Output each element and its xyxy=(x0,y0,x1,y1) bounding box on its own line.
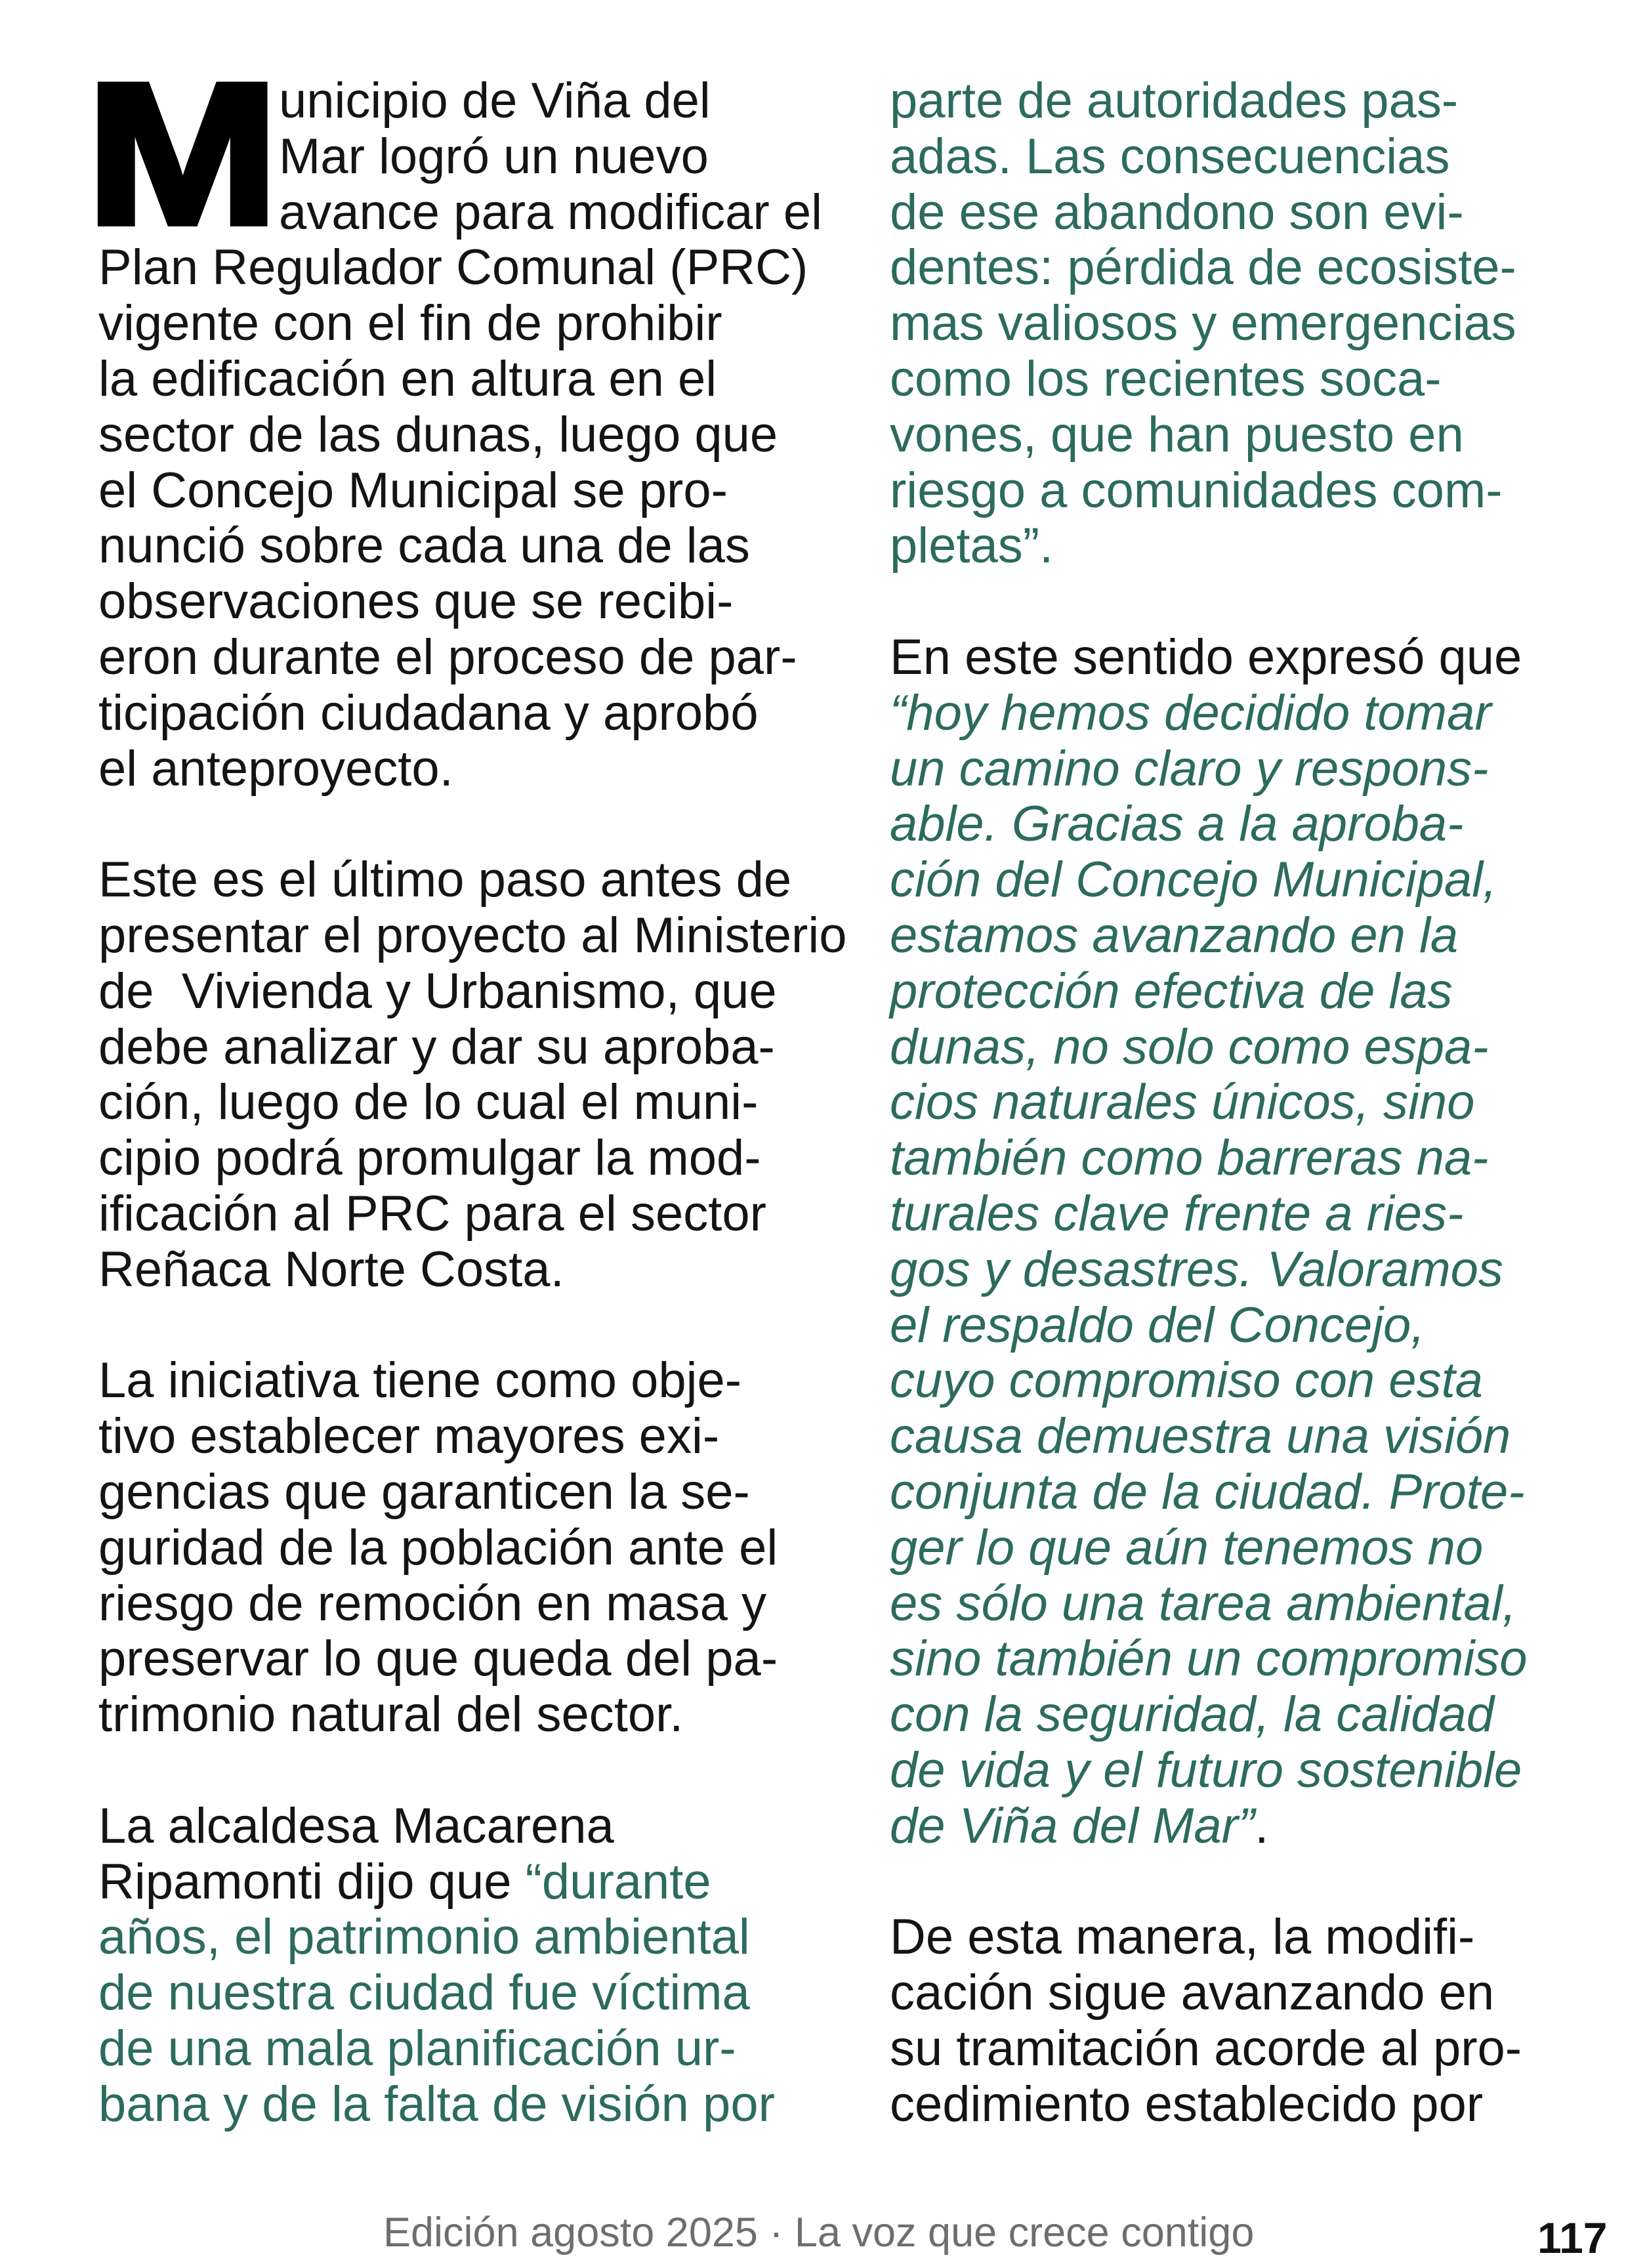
text-line: De esta manera, la modifi- xyxy=(890,1909,1475,1965)
text-line: preservar lo que queda del pa- xyxy=(98,1631,778,1687)
text-line: riesgo de remoción en masa y xyxy=(98,1575,767,1631)
text-line: cipio podrá promulgar la mod- xyxy=(98,1130,761,1186)
page-number: 117 xyxy=(1537,2214,1608,2262)
attribution-text: Ripamonti dijo que xyxy=(98,1853,526,1910)
text-line: tivo establecer mayores exi- xyxy=(98,1408,720,1465)
right-column xyxy=(890,74,1598,2132)
quote-line: turales clave frente a ries- xyxy=(890,1185,1464,1242)
quote-line: de nuestra ciudad fue víctima xyxy=(98,1965,750,2021)
quote-line: ger lo que aún tenemos no xyxy=(890,1519,1484,1576)
quote-line: cuyo compromiso con esta xyxy=(890,1353,1483,1409)
text-line: La iniciativa tiene como obje- xyxy=(98,1353,742,1409)
text-line: guridad de la población ante el xyxy=(98,1519,778,1576)
quote-line: causa demuestra una visión xyxy=(890,1408,1511,1465)
text-line: La alcaldesa Macarena xyxy=(98,1797,614,1854)
drop-cap: M xyxy=(86,41,280,266)
text-line: trimonio natural del sector. xyxy=(98,1687,684,1743)
text-line: En este sentido expresó que xyxy=(890,629,1522,685)
quote-start: “durante xyxy=(525,1853,711,1910)
quote-line: un camino claro y respons- xyxy=(890,740,1489,797)
footer-edition-line: Edición agosto 2025 · La voz que crece contigo xyxy=(383,2210,1255,2256)
text-line: vigente con el fin de prohibir xyxy=(98,295,722,352)
quote-line: de vida y el futuro sostenible xyxy=(890,1742,1522,1798)
quote-line: pletas”. xyxy=(890,518,1054,574)
quote-line: con la seguridad, la calidad xyxy=(890,1687,1495,1743)
paragraph-4 xyxy=(98,1799,860,2133)
mixed-line xyxy=(98,1855,860,1910)
quote-end: de Viña del Mar” xyxy=(890,1797,1255,1854)
text-line: de Vivienda y Urbanismo, que xyxy=(98,963,777,1019)
quote-line: años, el patrimonio ambiental xyxy=(98,1909,750,1965)
quote-line: protección efectiva de las xyxy=(890,963,1453,1019)
text-line: nunció sobre cada una de las xyxy=(98,518,750,574)
quote-line: el respaldo del Concejo, xyxy=(890,1297,1425,1353)
text-line: ificación al PRC para el sector xyxy=(98,1185,766,1242)
quote-line: es sólo una tarea ambiental, xyxy=(890,1575,1516,1631)
quote-line: adas. Las consecuencias xyxy=(890,128,1450,184)
quote-line: riesgo a comunidades com- xyxy=(890,462,1503,518)
text-line: gencias que garanticen la se- xyxy=(98,1463,750,1520)
quote-line: gos y desastres. Valoramos xyxy=(890,1241,1503,1297)
text-line: eron durante el proceso de par- xyxy=(98,629,797,685)
text-line: cedimiento establecido por xyxy=(890,2076,1484,2132)
paragraph-3 xyxy=(98,1353,860,1743)
text-line: Plan Regulador Comunal (PRC) xyxy=(98,240,808,296)
quote-line: cios naturales únicos, sino xyxy=(890,1074,1475,1131)
drop-cap-line: Mar logró un nuevo xyxy=(279,128,709,184)
quote-line: ción del Concejo Municipal, xyxy=(890,852,1497,908)
text-line: la edificación en altura en el xyxy=(98,350,717,407)
quote-line: mas valiosos y emergencias xyxy=(890,295,1516,352)
quote-line: como los recientes soca- xyxy=(890,350,1442,407)
quote-line: estamos avanzando en la xyxy=(890,907,1459,963)
quote-line: “hoy hemos decidido tomar xyxy=(890,684,1491,741)
text-line: su tramitación acorde al pro- xyxy=(890,2020,1522,2076)
text-line: debe analizar y dar su aproba- xyxy=(98,1018,775,1075)
quote-line: sino también un compromiso xyxy=(890,1631,1528,1687)
quote-line: parte de autoridades pas- xyxy=(890,73,1459,129)
drop-cap-line: avance para modificar el xyxy=(279,184,822,240)
text-line: Reñaca Norte Costa. xyxy=(98,1241,564,1297)
quote-line: vones, que han puesto en xyxy=(890,406,1464,463)
text-line: presentar el proyecto al Ministerio xyxy=(98,907,847,963)
quote-line: bana y de la falta de visión por xyxy=(98,2076,775,2132)
paragraph-5 xyxy=(890,630,1598,1855)
text-line: sector de las dunas, luego que xyxy=(98,406,778,463)
text-line: el anteproyecto. xyxy=(98,740,453,797)
quote-line: también como barreras na- xyxy=(890,1130,1489,1186)
quote-line: de ese abandono son evi- xyxy=(890,184,1464,240)
text-line: ción, luego de lo cual el muni- xyxy=(98,1074,759,1131)
quote-line: able. Gracias a la aproba- xyxy=(890,796,1464,852)
quote-line: de una mala planificación ur- xyxy=(98,2020,736,2076)
quote-line: dunas, no solo como espa- xyxy=(890,1018,1489,1075)
drop-cap-line: unicipio de Viña del xyxy=(279,73,711,129)
mixed-line xyxy=(890,1799,1598,1855)
text-line: observaciones que se recibi- xyxy=(98,574,734,630)
text-line: cación sigue avanzando en xyxy=(890,1965,1495,2021)
paragraph-6 xyxy=(890,1910,1598,2132)
quote-line: dentes: pérdida de ecosiste- xyxy=(890,240,1516,296)
text-line: el Concejo Municipal se pro- xyxy=(98,462,728,518)
text-line: Este es el último paso antes de xyxy=(98,852,792,908)
paragraph-2 xyxy=(98,852,860,1297)
paragraph-4-continued xyxy=(890,74,1598,574)
closing-punctuation: . xyxy=(1255,1797,1269,1854)
left-column xyxy=(86,41,860,2132)
quote-line: conjunta de la ciudad. Prote- xyxy=(890,1463,1525,1520)
text-line: ticipación ciudadana y aprobó xyxy=(98,684,759,741)
